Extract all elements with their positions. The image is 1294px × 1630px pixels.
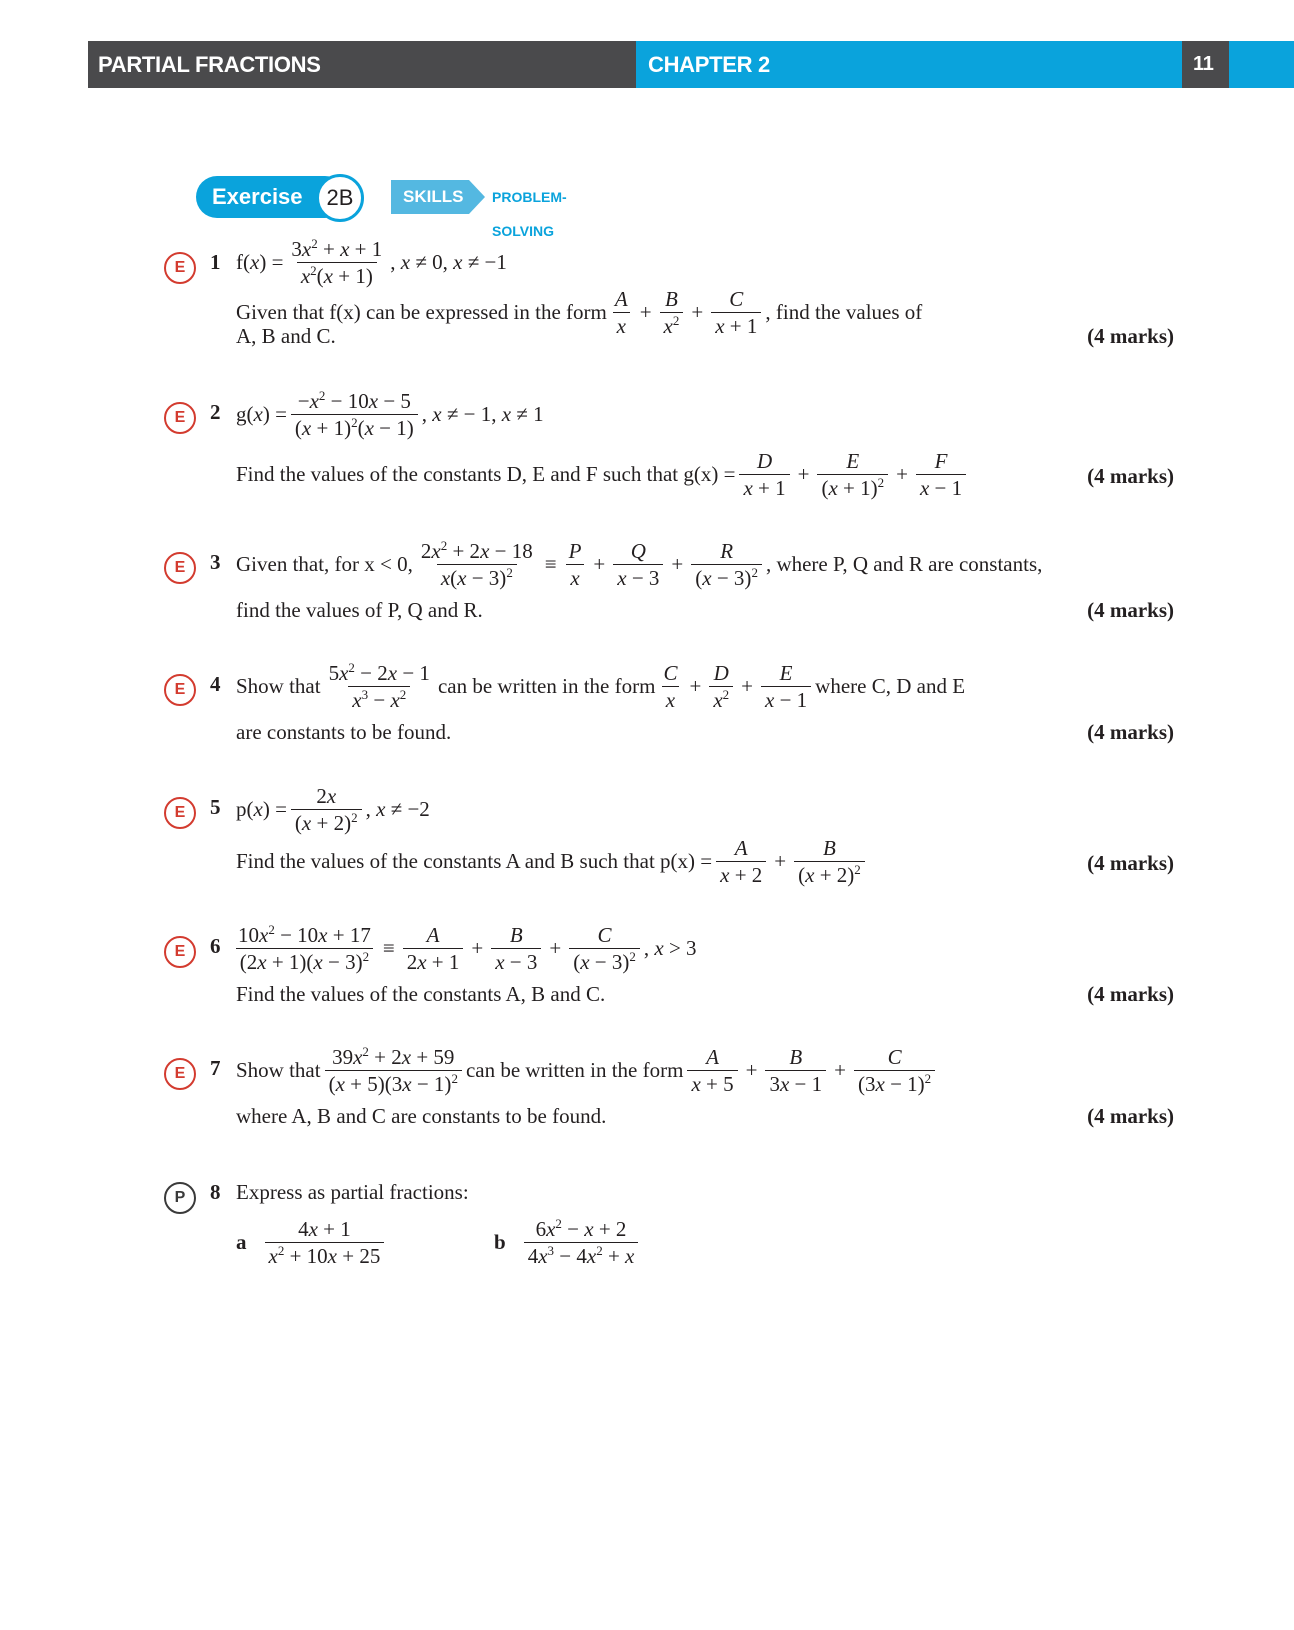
chapter-title: CHAPTER 2 bbox=[648, 52, 770, 77]
question-number: 4 bbox=[210, 672, 221, 696]
question-expression: Show that $\frac{5x^2 - 2x - 1}{x^3 - x^2}$ can be written in the form $\frac{C}{x}$ + $\frac{D}{x^2}$ + $\frac{E}{x - 1}$ where C, D and E bbox=[236, 660, 966, 712]
question-number: 5 bbox=[210, 795, 221, 819]
question-2 bbox=[164, 390, 1174, 510]
marks-label: (4 marks) bbox=[1087, 982, 1174, 1006]
section-title: PARTIAL FRACTIONS bbox=[98, 52, 321, 77]
marks-label: (4 marks) bbox=[1087, 464, 1174, 488]
question-intro: Express as partial fractions: bbox=[236, 1180, 469, 1204]
question-line2: A, B and C. bbox=[236, 324, 336, 348]
page-number: 11 bbox=[1193, 53, 1214, 75]
skills-tag: PROBLEM-SOLVING bbox=[492, 189, 567, 239]
question-number: 7 bbox=[210, 1056, 221, 1080]
header-chapter-band bbox=[636, 41, 1182, 88]
exam-style-icon: E bbox=[164, 1058, 196, 1090]
question-expression: Show that $\frac{39x^2 + 2x + 59}{(x + 5)(3x - 1)^2}$ can be written in the form $\frac{A}{x + 5}$ + $\frac{B}{3x - 1}$ + $\frac{C}{(3x - 1)^2}$ bbox=[236, 1044, 939, 1097]
question-8 bbox=[164, 1180, 1174, 1290]
question-intro: Show that bbox=[236, 674, 321, 698]
question-number: 6 bbox=[210, 934, 221, 958]
question-intro: Find the values of the constants A and B such that p(x) = bbox=[236, 849, 713, 873]
question-expression: $\frac{10x^2 - 10x + 17}{(2x + 1)(x - 3)^2}$ ≡ $\frac{A}{2x + 1}$ + $\frac{B}{x - 3}$ + $\frac{C}{(x - 3)^2}$ , x > 3 bbox=[230, 922, 697, 975]
question-line2: are constants to be found. bbox=[236, 720, 452, 744]
exam-style-icon: E bbox=[164, 936, 196, 968]
question-number: 1 bbox=[210, 250, 221, 274]
question-intro: Given that, for x < 0, bbox=[236, 552, 413, 576]
skills-arrow bbox=[469, 180, 485, 214]
header-right-band bbox=[1229, 41, 1294, 88]
question-6 bbox=[164, 924, 1174, 1024]
header-left-band bbox=[88, 41, 636, 88]
question-text: Find the values of the constants D, E and F such that g(x) = $\frac{D}{x + 1}$ + $\frac{E}{(x + 1)^2}$ + $\frac{F}{x - 1}$ bbox=[236, 448, 970, 501]
question-tail: where C, D and E bbox=[815, 674, 966, 698]
question-tail: , find the values of bbox=[765, 300, 923, 324]
question-mid: can be written in the form bbox=[437, 674, 656, 698]
marks-label: (4 marks) bbox=[1087, 720, 1174, 744]
question-line2: find the values of P, Q and R. bbox=[236, 598, 483, 622]
page-header bbox=[88, 41, 1294, 88]
problem-solving-icon: P bbox=[164, 1182, 196, 1214]
question-mid: can be written in the form bbox=[465, 1058, 684, 1082]
marks-label: (4 marks) bbox=[1087, 1104, 1174, 1128]
skills-box bbox=[391, 180, 469, 214]
question-5 bbox=[164, 785, 1174, 895]
part-b: b $\frac{6x^2 - x + 2}{4x^3 - 4x^2 + x}$ bbox=[494, 1216, 642, 1269]
exam-style-icon: E bbox=[164, 402, 196, 434]
question-expression: p(x) = $\frac{2x}{(x + 2)^2}$ , x ≠ −2 bbox=[236, 784, 430, 835]
exam-style-icon: E bbox=[164, 674, 196, 706]
part-a: a $\frac{4x + 1}{x^2 + 10x + 25}$ bbox=[236, 1216, 388, 1269]
question-3 bbox=[164, 540, 1174, 640]
question-tail: , where P, Q and R are constants, bbox=[765, 552, 1043, 576]
header-page-box bbox=[1182, 41, 1229, 88]
marks-label: (4 marks) bbox=[1087, 324, 1174, 348]
marks-label: (4 marks) bbox=[1087, 851, 1174, 875]
question-line2: Find the values of the constants A, B and C. bbox=[236, 982, 606, 1006]
question-intro: Find the values of the constants D, E and F such that g(x) = bbox=[236, 462, 736, 486]
question-4 bbox=[164, 662, 1174, 762]
question-line2: where A, B and C are constants to be found. bbox=[236, 1104, 607, 1128]
question-text: Find the values of the constants A and B such that p(x) = $\frac{A}{x + 2}$ + $\frac{B}{(x + 2)^2}$ bbox=[236, 835, 869, 888]
question-expression: g(x) = $\frac{-x^2 - 10x - 5}{(x + 1)^2(x - 1)}$ , x ≠ − 1, x ≠ 1 bbox=[236, 388, 544, 440]
question-text: Given that f(x) can be expressed in the form $\frac{A}{x}$ + $\frac{B}{x^2}$ + $\frac{C}{x + 1}$ , find the values of bbox=[236, 287, 923, 338]
exercise-code: 2B bbox=[316, 174, 364, 222]
exam-style-icon: E bbox=[164, 252, 196, 284]
question-expression: f(x) = $\frac{3x^2 + x + 1}{x^2(x + 1)}$ , x ≠ 0, x ≠ −1 bbox=[236, 236, 507, 288]
question-number: 3 bbox=[210, 550, 221, 574]
part-a-label: a bbox=[236, 1230, 247, 1254]
question-expression: Given that, for x < 0, $\frac{2x^2 + 2x - 18}{x(x - 3)^2}$ ≡ $\frac{P}{x}$ + $\frac{Q}{x - 3}$ + $\frac{R}{(x - 3)^2}$ , where P, Q and R are constants, bbox=[236, 538, 1043, 590]
skills-label: SKILLS bbox=[403, 187, 464, 206]
question-number: 2 bbox=[210, 400, 221, 424]
question-number: 8 bbox=[210, 1180, 221, 1204]
part-b-label: b bbox=[494, 1230, 506, 1254]
exam-style-icon: E bbox=[164, 552, 196, 584]
question-intro: Given that f(x) can be expressed in the form bbox=[236, 300, 607, 324]
marks-label: (4 marks) bbox=[1087, 598, 1174, 622]
question-1 bbox=[164, 236, 1174, 356]
question-intro: Show that bbox=[236, 1058, 321, 1082]
exercise-label: Exercise bbox=[212, 184, 303, 209]
question-7 bbox=[164, 1046, 1174, 1146]
exam-style-icon: E bbox=[164, 797, 196, 829]
